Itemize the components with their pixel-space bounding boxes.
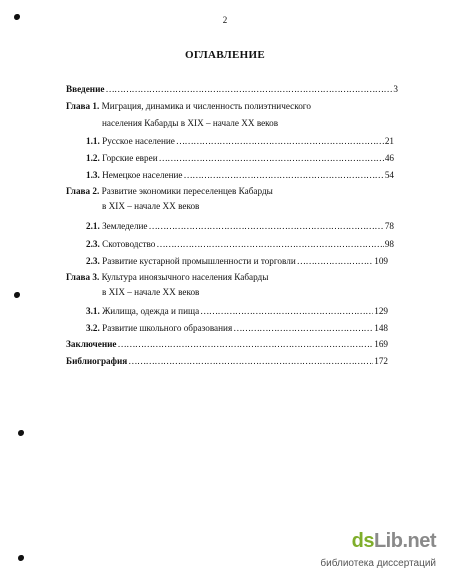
toc-leader	[118, 339, 374, 350]
section-number: 2.3.	[86, 239, 100, 249]
toc-section-1-3[interactable]	[86, 170, 394, 181]
section-number: 3.1.	[86, 306, 100, 316]
toc-leader	[297, 256, 373, 267]
toc-chapter-2[interactable]	[66, 186, 273, 197]
scan-mark	[18, 555, 24, 561]
toc-page-number: 98	[384, 239, 394, 249]
chapter-title: в XIX – начале XX веков	[102, 287, 200, 297]
toc-leader	[159, 153, 384, 164]
toc-chapter-3[interactable]	[66, 272, 268, 283]
toc-section-3-1[interactable]	[86, 306, 388, 317]
toc-chapter-1[interactable]	[66, 101, 311, 112]
section-title: Немецкое население	[102, 170, 183, 180]
section-number: 1.2.	[86, 153, 100, 163]
section-title: Жилища, одежда и пища	[102, 306, 200, 316]
toc-chapter-2-cont	[102, 201, 199, 212]
section-title: Русское население	[102, 136, 175, 146]
toc-page-number: 129	[374, 306, 388, 316]
toc-leader	[148, 221, 383, 232]
chapter-number: Глава 2.	[66, 186, 100, 196]
page-number: 2	[222, 15, 228, 25]
section-number: 1.1.	[86, 136, 100, 146]
toc-chapter-3-cont	[102, 287, 199, 298]
toc-page-number: 3	[393, 84, 398, 94]
section-title: Горские евреи	[102, 153, 158, 163]
toc-page-number: 172	[374, 356, 388, 366]
chapter-number: Глава 1.	[66, 101, 100, 111]
toc-section-1-1[interactable]	[86, 136, 394, 147]
toc-entry-label: Библиография	[66, 356, 128, 366]
toc-chapter-1-cont	[102, 118, 278, 129]
toc-page-number: 78	[384, 221, 394, 231]
toc-section-3-2[interactable]	[86, 323, 388, 334]
toc-page-number: 21	[384, 136, 394, 146]
section-number: 2.1.	[86, 221, 100, 231]
chapter-title: Культура иноязычного населения Кабарды	[101, 272, 269, 282]
toc-leader	[184, 170, 384, 181]
toc-entry-label: Введение	[66, 84, 105, 94]
chapter-title: населения Кабарды в XIX – начале XX веков	[102, 118, 279, 128]
toc-leader	[105, 84, 392, 95]
toc-page-number: 46	[384, 153, 394, 163]
section-number: 2.3.	[86, 256, 100, 266]
section-title: Развитие кустарной промышленности и торговли	[102, 256, 296, 266]
scan-mark	[14, 292, 20, 298]
toc-leader	[128, 356, 373, 367]
toc-section-2-1[interactable]	[86, 221, 394, 232]
toc-section-2-3[interactable]	[86, 256, 388, 267]
dslib-subtitle: библиотека диссертаций	[320, 558, 436, 569]
toc-leader	[200, 306, 373, 317]
toc-title: ОГЛАВЛЕНИЕ	[185, 49, 265, 61]
dslib-watermark	[320, 530, 436, 576]
toc-leader	[156, 239, 383, 250]
scan-mark	[18, 430, 24, 436]
toc-entry-conclusion[interactable]	[66, 339, 388, 350]
toc-section-1-2[interactable]	[86, 153, 394, 164]
dslib-logo: dsLib.net	[351, 530, 436, 552]
chapter-title: Развитие экономики переселенцев Кабарды	[101, 186, 273, 196]
section-number: 1.3.	[86, 170, 100, 180]
toc-page-number: 54	[384, 170, 394, 180]
section-title: Развитие школьного образования	[102, 323, 233, 333]
chapter-title: Миграция, динамика и численность полиэтнического	[101, 101, 311, 111]
toc-page-number: 169	[374, 339, 388, 349]
toc-page-number: 109	[374, 256, 388, 266]
toc-section-2-2[interactable]	[86, 239, 394, 250]
chapter-number: Глава 3.	[66, 272, 100, 282]
section-title: Земледелие	[102, 221, 148, 231]
toc-entry-intro[interactable]	[66, 84, 398, 95]
section-title: Скотоводство	[102, 239, 156, 249]
toc-entry-bibliography[interactable]	[66, 356, 388, 367]
toc-entry-label: Заключение	[66, 339, 117, 349]
chapter-title: в XIX – начале XX веков	[102, 201, 200, 211]
section-number: 3.2.	[86, 323, 100, 333]
toc-leader	[233, 323, 373, 334]
toc-leader	[176, 136, 384, 147]
toc-page-number: 148	[374, 323, 388, 333]
